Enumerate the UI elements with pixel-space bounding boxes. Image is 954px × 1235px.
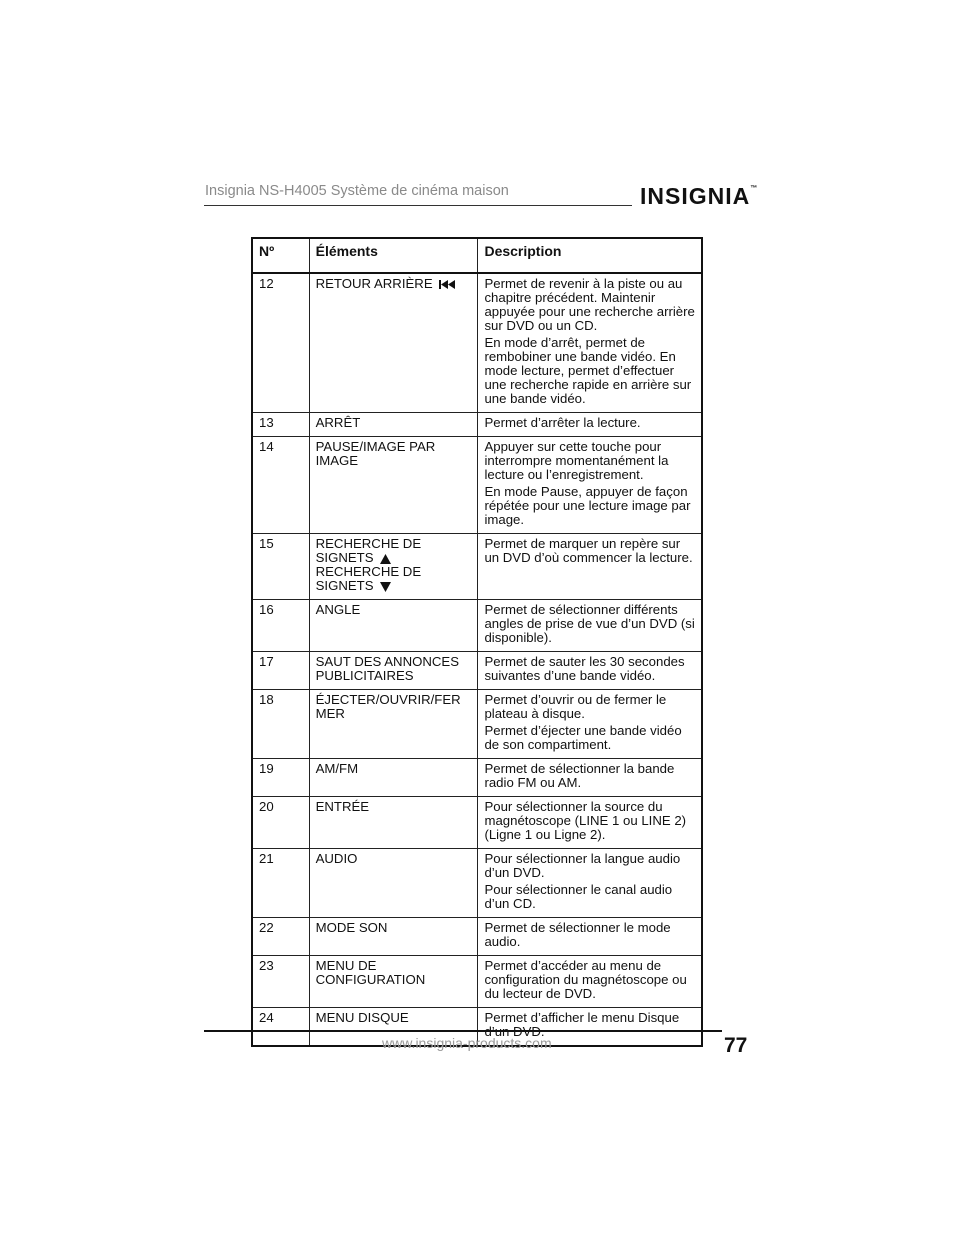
description-paragraph: Permet de marquer un repère sur un DVD d’où commencer la lecture. xyxy=(484,536,693,565)
row-number: 12 xyxy=(252,273,309,413)
table-row xyxy=(252,690,702,759)
arrow-down-icon xyxy=(380,582,391,592)
footer-rule xyxy=(204,1030,722,1032)
row-element: MENU DISQUE xyxy=(309,1008,478,1047)
description-paragraph: Appuyer sur cette touche pour interrompre momentanément la lecture ou l’enregistrement. xyxy=(484,439,669,482)
row-element: ANGLE xyxy=(309,600,478,652)
description-paragraph: Permet d’accéder au menu de configuration du magnétoscope ou du lecteur de DVD. xyxy=(484,958,687,1001)
description-paragraph: Permet d’ouvrir ou de fermer le plateau à disque. xyxy=(484,692,667,721)
row-number: 16 xyxy=(252,600,309,652)
table-row xyxy=(252,534,702,600)
description-paragraph: Pour sélectionner la langue audio d’un DVD. xyxy=(484,851,681,880)
table-row xyxy=(252,918,702,956)
table-row xyxy=(252,437,702,534)
row-number: 19 xyxy=(252,759,309,797)
row-element xyxy=(309,273,478,413)
description-paragraph: Permet de sélectionner la bande radio FM ou AM. xyxy=(484,761,675,790)
row-element: ENTRÉE xyxy=(309,797,478,849)
row-description xyxy=(478,690,702,759)
brand-logo xyxy=(640,183,757,210)
element-label: RECHERCHE DE SIGNETS xyxy=(315,564,422,593)
row-description xyxy=(478,437,702,534)
table-row xyxy=(252,956,702,1008)
description-paragraph: Permet de sauter les 30 secondes suivantes d’une bande vidéo. xyxy=(484,654,685,683)
column-header-elements: Éléments xyxy=(309,238,478,273)
row-description xyxy=(478,849,702,918)
row-description xyxy=(478,759,702,797)
row-description xyxy=(478,652,702,690)
header-rule xyxy=(204,205,632,206)
row-element: ARRÊT xyxy=(309,413,478,437)
description-paragraph: En mode d’arrêt, permet de rembobiner une bande vidéo. En mode lecture, permet d’effectuer une recherche rapide en arrière sur une bande vidéo. xyxy=(484,335,692,406)
row-element: ÉJECTER/OUVRIR/FER MER xyxy=(309,690,478,759)
row-description xyxy=(478,956,702,1008)
row-number: 17 xyxy=(252,652,309,690)
arrow-up-icon xyxy=(380,554,391,564)
elements-table xyxy=(251,237,703,1047)
column-header-number: Nº xyxy=(252,238,309,273)
table-row xyxy=(252,413,702,437)
row-number: 20 xyxy=(252,797,309,849)
table-header-row xyxy=(252,238,702,273)
table-row xyxy=(252,273,702,413)
row-number: 23 xyxy=(252,956,309,1008)
column-header-description: Description xyxy=(478,238,702,273)
row-element: AM/FM xyxy=(309,759,478,797)
row-number: 24 xyxy=(252,1008,309,1047)
row-number: 15 xyxy=(252,534,309,600)
row-number: 21 xyxy=(252,849,309,918)
row-description xyxy=(478,534,702,600)
row-description xyxy=(478,413,702,437)
brand-name: INSIGNIA xyxy=(640,183,751,209)
row-element: MENU DE CONFIGURATION xyxy=(309,956,478,1008)
page-number: 77 xyxy=(724,1034,748,1057)
row-description xyxy=(478,918,702,956)
row-element xyxy=(309,534,478,600)
description-paragraph: Permet de sélectionner le mode audio. xyxy=(484,920,671,949)
row-description xyxy=(478,600,702,652)
row-element: SAUT DES ANNONCES PUBLICITAIRES xyxy=(309,652,478,690)
footer-url: www.insignia-products.com xyxy=(382,1035,552,1051)
element-label: RECHERCHE DE SIGNETS xyxy=(315,536,422,565)
header-title: Insignia NS-H4005 Système de cinéma maison xyxy=(205,183,509,199)
row-element: PAUSE/IMAGE PAR IMAGE xyxy=(309,437,478,534)
description-paragraph: Permet d’arrêter la lecture. xyxy=(484,415,641,430)
description-paragraph: Permet de revenir à la piste ou au chapitre précédent. Maintenir appuyée pour une recherche arrière sur DVD ou un CD. xyxy=(484,276,695,333)
element-label: RETOUR ARRIÈRE xyxy=(315,276,433,291)
description-paragraph: Permet d’afficher le menu Disque xyxy=(484,1010,680,1025)
description-paragraph: Pour sélectionner le canal audio d’un CD. xyxy=(484,882,673,911)
table-row xyxy=(252,600,702,652)
previous-track-icon xyxy=(439,280,457,289)
table-row xyxy=(252,759,702,797)
description-paragraph: Permet de sélectionner différents angles de prise de vue d’un DVD (si disponible). xyxy=(484,602,695,645)
table-row xyxy=(252,652,702,690)
row-number: 13 xyxy=(252,413,309,437)
row-description xyxy=(478,797,702,849)
description-paragraph: En mode Pause, appuyer de façon répétée pour une lecture image par image. xyxy=(484,484,691,527)
description-paragraph: Permet d’éjecter une bande vidéo de son compartiment. xyxy=(484,723,682,752)
row-element: AUDIO xyxy=(309,849,478,918)
table-row xyxy=(252,797,702,849)
description-paragraph: Pour sélectionner la source du magnétoscope (LINE 1 ou LINE 2) (Ligne 1 ou Ligne 2). xyxy=(484,799,687,842)
row-number: 22 xyxy=(252,918,309,956)
row-number: 14 xyxy=(252,437,309,534)
row-description xyxy=(478,273,702,413)
row-element: MODE SON xyxy=(309,918,478,956)
row-number: 18 xyxy=(252,690,309,759)
table-row xyxy=(252,849,702,918)
brand-trademark: ™ xyxy=(750,185,758,192)
